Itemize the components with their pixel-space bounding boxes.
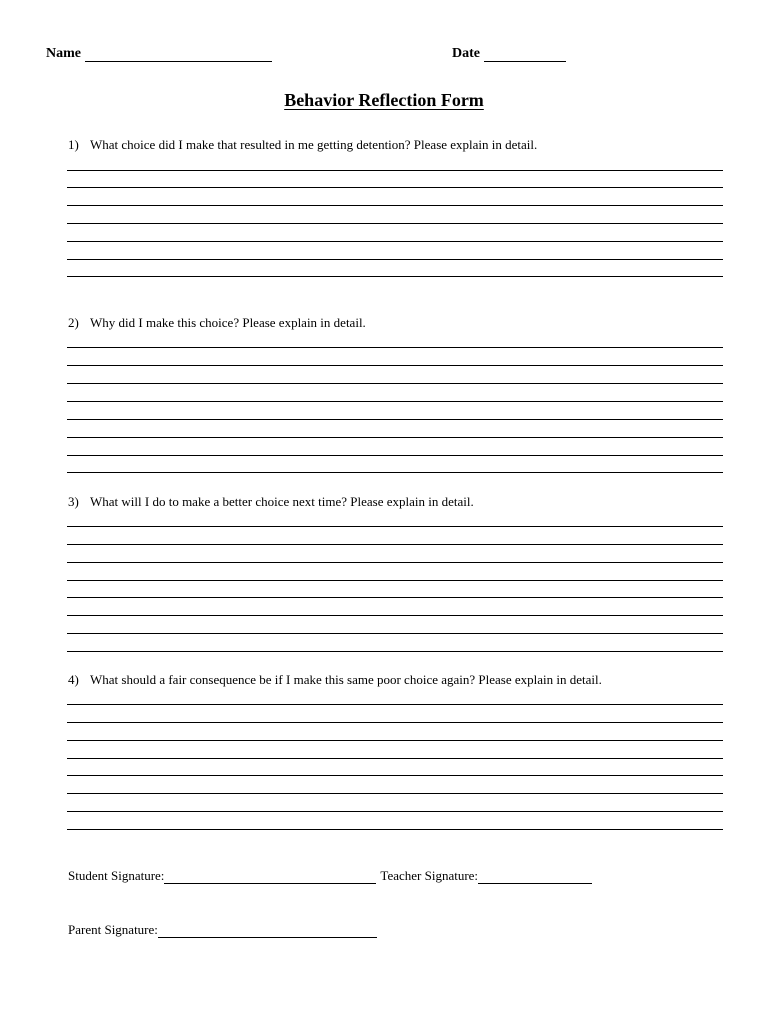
question-text: What should a fair consequence be if I make this same poor choice again? Please explain in detail.	[90, 672, 602, 687]
answer-line	[67, 223, 723, 224]
answer-line	[67, 401, 723, 402]
page-title	[0, 90, 768, 111]
question-3	[68, 494, 474, 510]
answer-line	[67, 241, 723, 242]
teacher-signature-field	[380, 868, 592, 884]
answer-line	[67, 580, 723, 581]
teacher-signature-label: Teacher Signature:	[380, 868, 479, 883]
date-label: Date	[452, 46, 480, 61]
answer-line	[67, 793, 723, 794]
answer-line	[67, 437, 723, 438]
question-1	[68, 137, 537, 153]
question-text: What will I do to make a better choice next time? Please explain in detail.	[90, 494, 474, 509]
question-number: 3)	[68, 494, 79, 509]
answer-line	[67, 472, 723, 473]
answer-line	[67, 758, 723, 759]
answer-line	[67, 597, 723, 598]
answer-line	[67, 383, 723, 384]
answer-line	[67, 740, 723, 741]
name-blank-line[interactable]	[85, 47, 272, 62]
date-blank-line[interactable]	[484, 47, 566, 62]
parent-signature-field	[68, 922, 377, 938]
teacher-signature-line[interactable]	[478, 870, 592, 884]
name-field	[46, 46, 272, 62]
student-signature-line[interactable]	[164, 870, 376, 884]
answer-line	[67, 347, 723, 348]
answer-line	[67, 187, 723, 188]
signature-row-1	[68, 868, 592, 884]
answer-line	[67, 722, 723, 723]
answer-line	[67, 775, 723, 776]
answer-line	[67, 259, 723, 260]
answer-line	[67, 170, 723, 171]
parent-signature-line[interactable]	[158, 924, 377, 938]
question-text: What choice did I make that resulted in me getting detention? Please explain in detail.	[90, 137, 538, 152]
answer-line	[67, 651, 723, 652]
question-number: 4)	[68, 672, 79, 687]
date-field	[452, 46, 566, 62]
answer-line	[67, 811, 723, 812]
name-label: Name	[46, 46, 81, 61]
answer-line	[67, 615, 723, 616]
answer-line	[67, 704, 723, 705]
answer-line	[67, 419, 723, 420]
answer-line	[67, 526, 723, 527]
question-text: Why did I make this choice? Please explain in detail.	[90, 315, 366, 330]
student-signature-field	[68, 868, 376, 884]
header-row	[46, 46, 726, 66]
page-title-text: Behavior Reflection Form	[284, 90, 484, 110]
answer-line	[67, 455, 723, 456]
signature-row-2	[68, 922, 377, 938]
answer-line	[67, 544, 723, 545]
answer-line	[67, 205, 723, 206]
answer-line	[67, 365, 723, 366]
answer-line	[67, 562, 723, 563]
question-2	[68, 315, 366, 331]
question-number: 2)	[68, 315, 79, 330]
parent-signature-label: Parent Signature:	[68, 922, 158, 937]
answer-line	[67, 633, 723, 634]
question-number: 1)	[68, 137, 79, 152]
answer-line	[67, 829, 723, 830]
student-signature-label: Student Signature:	[68, 868, 165, 883]
answer-line	[67, 276, 723, 277]
question-4	[68, 672, 602, 688]
